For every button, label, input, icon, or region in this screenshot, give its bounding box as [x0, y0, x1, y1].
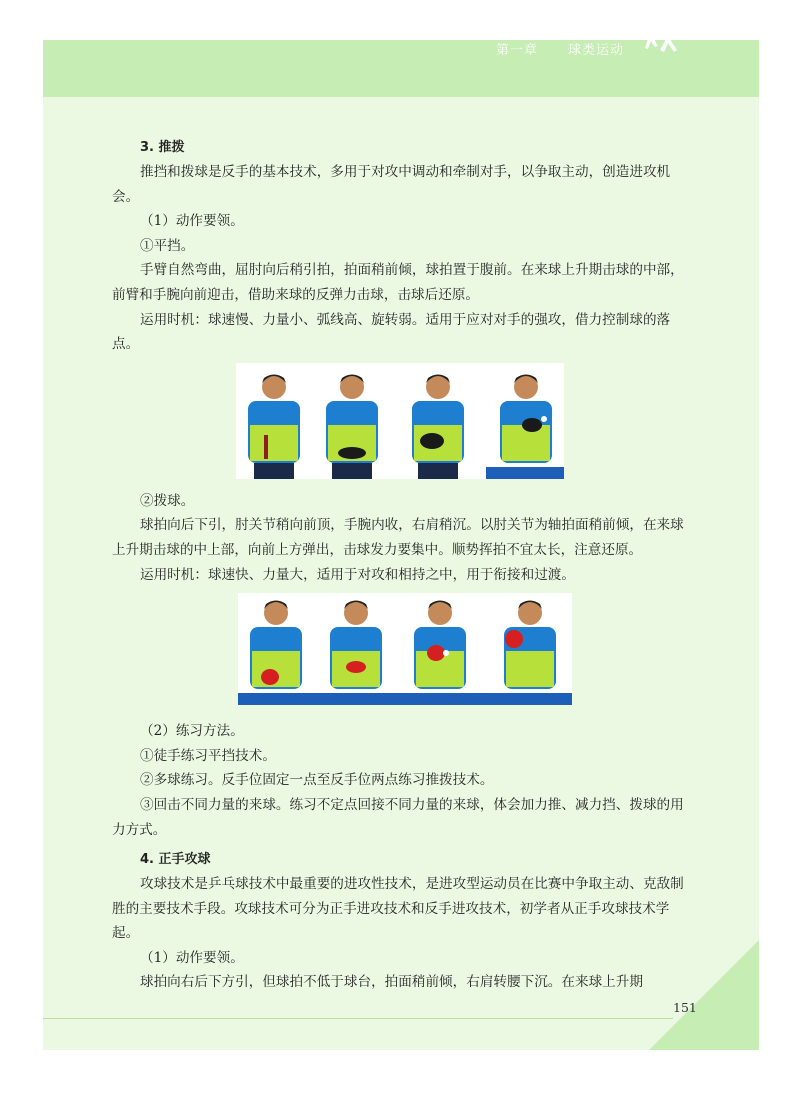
list-item: ①徒手练习平挡技术。 [140, 747, 276, 764]
block-sequence-photo [236, 363, 564, 479]
paragraph: 球拍向后下引，肘关节稍向前顶，手腕内收，右肩稍沉。以肘关节为轴拍面稍前倾，在来球上升期击球的中上部，向前上方弹出，击球发力要集中。顺势挥拍不宜太长，注意还原。 [112, 517, 684, 558]
paragraph: 运用时机：球速快、力量大，适用于对攻和相持之中，用于衔接和过渡。 [140, 566, 575, 583]
subheading: ②拨球。 [140, 492, 195, 509]
subheading: ①平挡。 [140, 237, 195, 254]
section-title-push: 3. 推拨 [140, 140, 185, 155]
running-header [496, 39, 654, 58]
subheading: （2）练习方法。 [140, 723, 244, 740]
flick-sequence-photo [238, 593, 572, 705]
flick-technique-photos [112, 593, 692, 711]
main-content [112, 136, 692, 995]
paragraph: 运用时机：球速慢、力量小、弧线高、旋转弱。适用于应对对手的强攻，借力控制球的落点。 [112, 311, 671, 353]
block-technique-photos [112, 363, 692, 481]
page-number: 151 [673, 1000, 697, 1015]
list-item: ②多球练习。反手位固定一点至反手位两点练习推拨技术。 [140, 772, 494, 789]
subheading: （1）动作要领。 [140, 213, 244, 230]
chapter-label: 第一章 [496, 43, 539, 58]
paragraph: 推挡和拨球是反手的基本技术，多用于对攻中调动和牵制对手，以争取主动，创造进攻机会。 [112, 164, 671, 205]
paragraph: 手臂自然弯曲，屈肘向后稍引拍，拍面稍前倾，球拍置于腹前。在来球上升期击球的中部，前臂和手腕向前迎击，借助来球的反弹力击球，击球后还原。 [112, 262, 684, 303]
paragraph: 攻球技术是乒乓球技术中最重要的进攻性技术，是进攻型运动员在比赛中争取主动、克敌制胜的主要技术手段。攻球技术可分为正手进攻技术和反手进攻技术，初学者从正手攻球技术学起。 [112, 876, 684, 942]
topic-label: 球类运动 [568, 43, 625, 58]
runners-icon [640, 22, 684, 56]
subheading: （1）动作要领。 [140, 949, 244, 966]
header-corner [709, 40, 759, 97]
list-item: ③回击不同力量的来球。练习不定点回接不同力量的来球，体会加力推、减力挡、拨球的用力方式。 [112, 796, 684, 838]
paragraph: 球拍向右后下方引，但球拍不低于球台，拍面稍前倾，右肩转腰下沉。在来球上升期 [140, 974, 643, 991]
section-title-forehand: 4. 正手攻球 [140, 852, 211, 868]
footer-line [43, 1018, 673, 1019]
